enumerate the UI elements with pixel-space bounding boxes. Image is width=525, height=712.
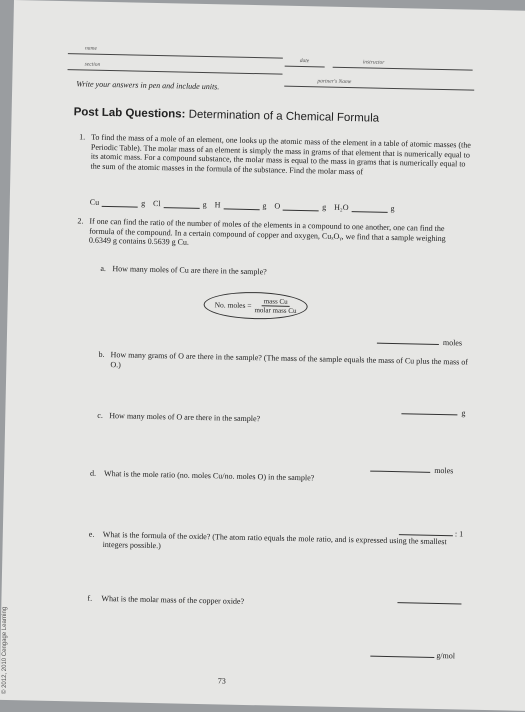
answer-unit: : 1 (454, 529, 464, 539)
q2b-answer[interactable] (401, 402, 471, 417)
blank-cl[interactable] (153, 199, 207, 209)
blank-label: H (214, 200, 221, 210)
q1-number: 1. (79, 132, 86, 142)
instructor-line (333, 67, 473, 71)
formula-fraction (254, 297, 296, 315)
q2-number: 2. (77, 216, 84, 226)
blank-label: H₂O (334, 202, 349, 213)
q2c-answer[interactable] (370, 460, 470, 476)
answer-line (370, 471, 430, 473)
title-bold: Post Lab Questions: (73, 106, 186, 121)
answer-line (370, 656, 434, 658)
formula-numerator: mass Cu (262, 297, 290, 307)
answer-line (223, 208, 259, 210)
name-label: name (84, 45, 97, 52)
q2e-text: What is the formula of the oxide? (The atom ratio equals the mole ratio, and is expressed using the smallest integers possible.) (102, 529, 447, 550)
q1-molar-mass-blanks (90, 198, 395, 213)
blank-unit: g (262, 201, 267, 211)
instructions-text: Write your answers in pen and include units. (76, 79, 220, 92)
copyright-text: © 2012, 2010 Cengage Learning (2, 606, 8, 694)
blank-h[interactable] (215, 200, 267, 210)
answer-line (102, 206, 138, 208)
answer-unit: moles (442, 338, 463, 348)
section-label: section (84, 61, 101, 68)
q2c-text: How many moles of O are there in the sample? (109, 411, 261, 424)
formula-lhs: No. moles = (214, 300, 252, 311)
answer-unit: g (461, 408, 466, 418)
title-rest: Determination of a Chemical Formula (188, 108, 380, 125)
answer-unit: moles (434, 465, 454, 476)
partner-line (284, 86, 474, 91)
blank-label: O (274, 201, 281, 211)
blank-label: Cl (153, 198, 161, 209)
date-label: date (299, 57, 310, 65)
blank-cu[interactable] (90, 198, 146, 208)
blank-unit: g (141, 198, 146, 208)
blank-o[interactable] (274, 202, 326, 212)
moles-formula-hint (203, 291, 307, 320)
blank-unit: g (202, 199, 207, 210)
answer-unit: g/mol (436, 650, 456, 661)
q2e-answer[interactable] (397, 591, 467, 606)
q2f-answer[interactable] (370, 645, 470, 661)
section-line (68, 69, 283, 75)
q2d-text: What is the mole ratio (no. moles Cu/no. moles O) in the sample? (104, 468, 315, 483)
answer-line (397, 602, 461, 604)
q2c-letter: c. (97, 410, 103, 420)
answer-line (377, 343, 439, 345)
instructor-label: instructor (362, 59, 385, 66)
q2a-text: How many moles of Cu are there in the sample? (112, 264, 267, 277)
answer-line (401, 413, 457, 415)
q2f-letter: f. (87, 593, 93, 603)
blank-label: Cu (89, 197, 100, 207)
q2d-letter: d. (90, 468, 97, 478)
answer-line (164, 207, 200, 209)
q2a-answer[interactable] (377, 332, 477, 348)
q2-text: If one can find the ratio of the number of moles of the elements in a compound to one another, one can find the formula of the compound. In a certain compound of copper and oxygen, CuₓOᵧ, we find that a sample weighing 0.6349 g contains 0.5639 g Cu. (88, 216, 446, 247)
page-number: 73 (217, 676, 226, 686)
date-line (285, 66, 325, 68)
formula-denominator: molar mass Cu (254, 306, 297, 315)
partner-label: partner's Name (317, 78, 352, 86)
q2f-text: What is the molar mass of the copper oxide? (101, 593, 245, 606)
answer-line (283, 210, 319, 212)
name-line (68, 53, 283, 59)
q2b-letter: b. (98, 349, 105, 359)
page-title (74, 106, 380, 124)
q1-text: To find the mass of a mole of an element, one looks up the atomic mass of the element in a table of atomic masses (the Periodic Table). The molar mass of an element is simply the mass in grams of that element that is numerically equal to its atomic mass. For a compound substance, the molar mass is equal to the mass in grams that is numerically equal to the sum of the atomic masses in the formula of the substance. Find the molar mass of (90, 132, 471, 176)
blank-unit: g (322, 202, 327, 212)
answer-line (351, 211, 387, 213)
blank-unit: g (390, 203, 395, 214)
q2e-letter: e. (88, 529, 95, 539)
q2b-text: How many grams of O are there in the sample? (The mass of the sample equals the mass of Cu plus the mass of O.) (110, 350, 469, 369)
q2a-letter: a. (100, 263, 107, 273)
blank-h2o[interactable] (334, 203, 395, 213)
